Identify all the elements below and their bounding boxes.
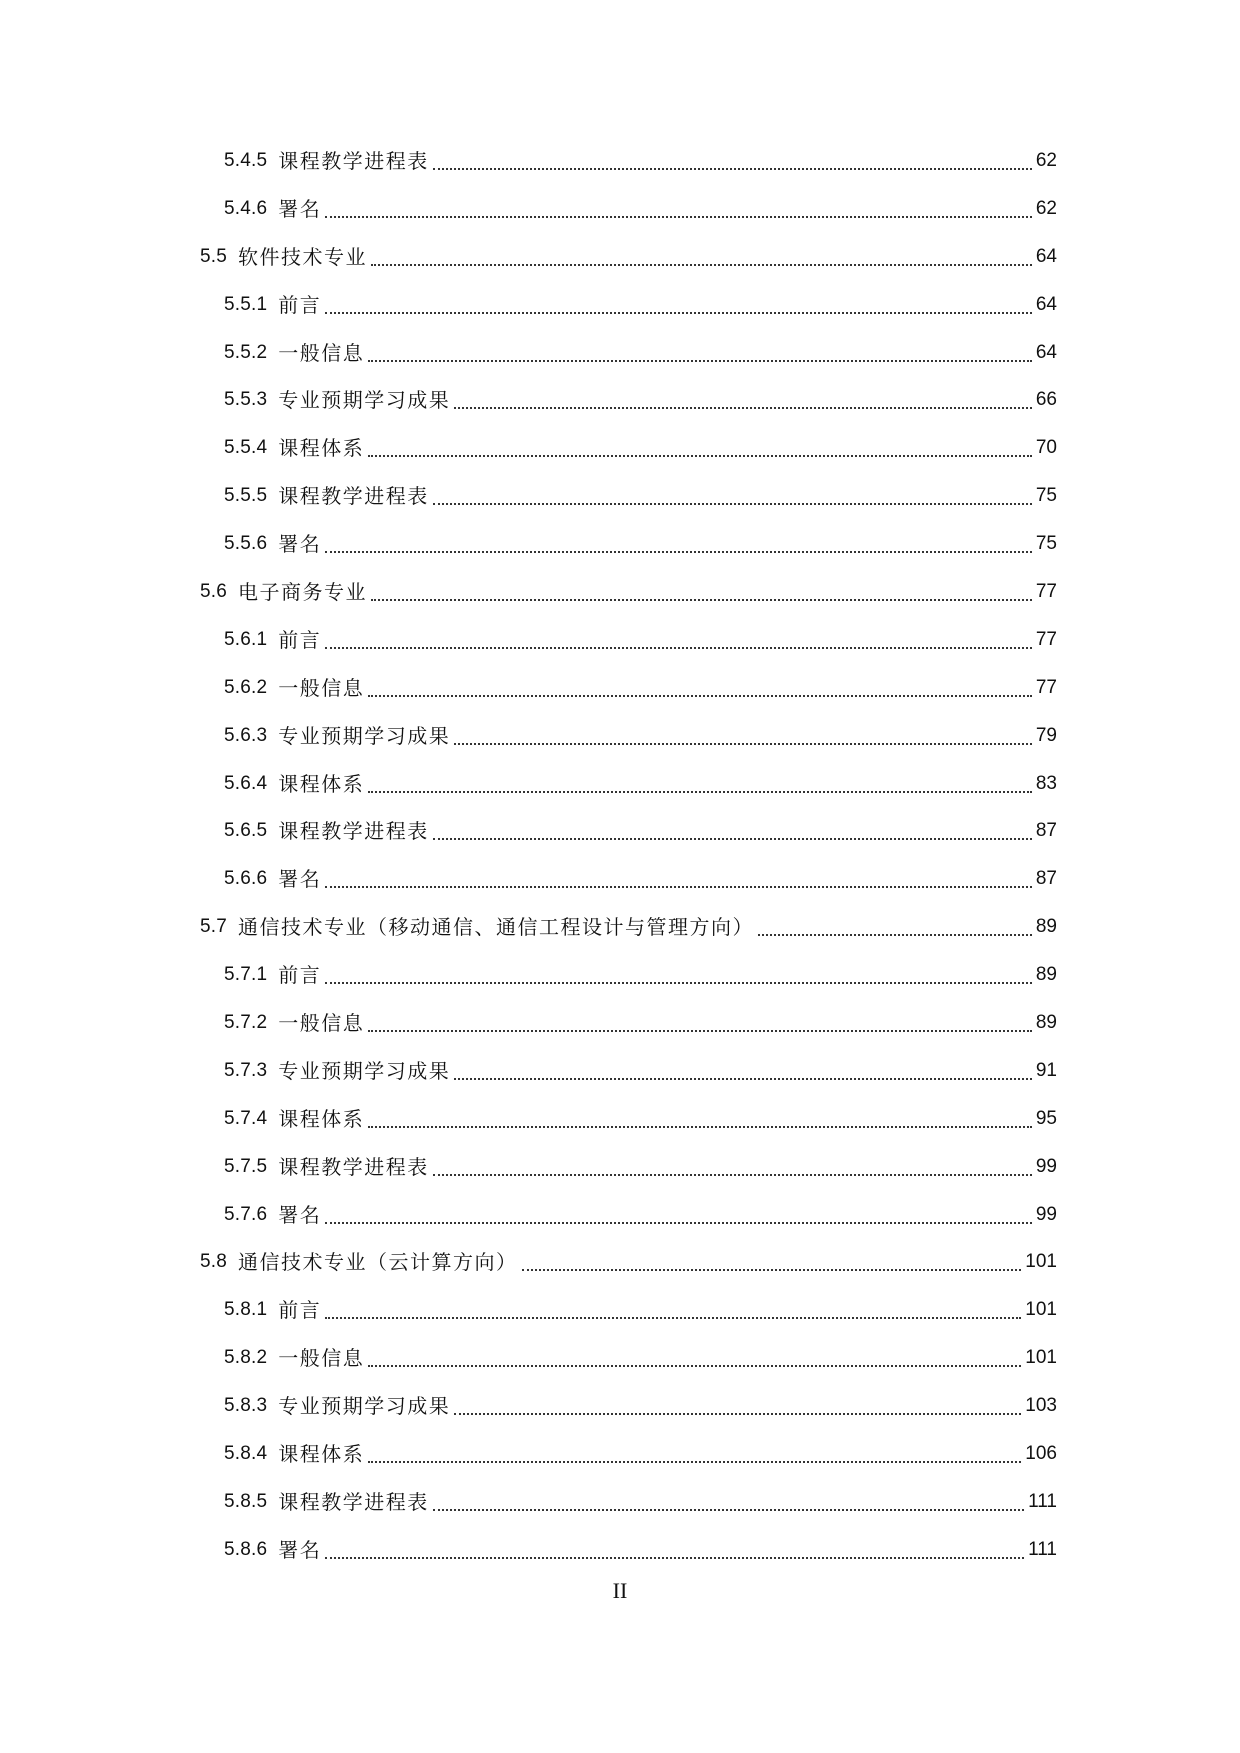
toc-entry-title: 一般信息 bbox=[278, 1011, 365, 1036]
toc-entry-title: 课程体系 bbox=[278, 1442, 365, 1467]
toc-entry-title: 课程教学进程表 bbox=[278, 1489, 429, 1514]
toc-dot-leader bbox=[758, 914, 1032, 936]
toc-entry-number: 5.7.5 bbox=[224, 1155, 268, 1177]
toc-entry-page: 79 bbox=[1035, 724, 1057, 746]
toc-entry[interactable] bbox=[200, 341, 1057, 389]
toc-dot-leader bbox=[433, 1489, 1024, 1511]
toc-entry-page: 101 bbox=[1025, 1347, 1057, 1369]
toc-dot-leader bbox=[325, 962, 1032, 984]
toc-entry-page: 106 bbox=[1025, 1443, 1057, 1465]
toc-entry-page: 62 bbox=[1035, 150, 1057, 171]
toc-dot-leader bbox=[325, 627, 1032, 649]
page-number: II bbox=[612, 1578, 628, 1603]
toc-dot-leader bbox=[433, 148, 1032, 170]
toc-entry-title: 课程教学进程表 bbox=[278, 1154, 429, 1179]
toc-entry-number: 5.7.1 bbox=[224, 964, 268, 986]
toc-entry-page: 66 bbox=[1035, 389, 1057, 411]
toc-entry-title: 前言 bbox=[278, 627, 322, 652]
toc-entry[interactable] bbox=[200, 915, 1057, 963]
toc-entry-number: 5.5.6 bbox=[224, 533, 268, 555]
toc-entry-number: 5.4.6 bbox=[224, 197, 268, 219]
toc-entry-title: 专业预期学习成果 bbox=[278, 723, 451, 748]
toc-entry-page: 64 bbox=[1035, 341, 1057, 363]
toc-dot-leader bbox=[454, 1393, 1021, 1415]
toc-dot-leader bbox=[454, 387, 1032, 409]
toc-entry-title: 前言 bbox=[278, 292, 322, 317]
toc-entry-page: 101 bbox=[1025, 1251, 1057, 1273]
toc-entry[interactable] bbox=[200, 388, 1057, 436]
toc-entry[interactable] bbox=[200, 1107, 1057, 1155]
toc-entry-title: 课程教学进程表 bbox=[278, 484, 429, 509]
toc-entry[interactable] bbox=[200, 1394, 1057, 1442]
toc-dot-leader bbox=[368, 435, 1032, 457]
toc-entry[interactable] bbox=[200, 963, 1057, 1011]
toc-dot-leader bbox=[368, 771, 1032, 793]
toc-entry[interactable] bbox=[200, 149, 1057, 197]
toc-entry-title: 课程体系 bbox=[278, 436, 365, 461]
toc-entry-title: 课程教学进程表 bbox=[278, 149, 429, 173]
toc-entry-page: 95 bbox=[1035, 1107, 1057, 1129]
toc-entry-title: 课程教学进程表 bbox=[278, 819, 429, 844]
toc-dot-leader bbox=[325, 1202, 1032, 1224]
toc-entry-title: 通信技术专业（移动通信、通信工程设计与管理方向） bbox=[238, 915, 755, 940]
toc-entry[interactable] bbox=[200, 436, 1057, 484]
toc-entry-number: 5.5.3 bbox=[224, 389, 268, 411]
toc-dot-leader bbox=[368, 675, 1032, 697]
toc-dot-leader bbox=[454, 723, 1032, 745]
toc-entry-page: 111 bbox=[1028, 1538, 1057, 1560]
toc-entry[interactable] bbox=[200, 580, 1057, 628]
toc-dot-leader bbox=[433, 818, 1032, 840]
toc-entry-title: 署名 bbox=[278, 867, 322, 892]
toc-dot-leader bbox=[371, 244, 1032, 266]
toc-entry-title: 专业预期学习成果 bbox=[278, 1058, 451, 1083]
toc-entry[interactable] bbox=[200, 676, 1057, 724]
toc-entry-number: 5.6.2 bbox=[224, 676, 268, 698]
toc-entry[interactable] bbox=[200, 1442, 1057, 1490]
toc-entry-number: 5.7 bbox=[200, 916, 228, 938]
toc-entry-page: 64 bbox=[1035, 293, 1057, 315]
toc-entry-page: 75 bbox=[1035, 533, 1057, 555]
toc-entry-page: 89 bbox=[1035, 916, 1057, 938]
toc-dot-leader bbox=[325, 1537, 1024, 1559]
toc-entry[interactable] bbox=[200, 1346, 1057, 1394]
toc-dot-leader bbox=[454, 1058, 1032, 1080]
toc-entry[interactable] bbox=[200, 1250, 1057, 1298]
toc-entry-page: 62 bbox=[1035, 197, 1057, 219]
toc-entry-number: 5.7.4 bbox=[224, 1107, 268, 1129]
toc-dot-leader bbox=[325, 1297, 1021, 1319]
toc-entry-title: 课程体系 bbox=[278, 1106, 365, 1131]
toc-entry-page: 77 bbox=[1035, 676, 1057, 698]
toc-dot-leader bbox=[433, 1154, 1032, 1176]
toc-entry-page: 89 bbox=[1035, 1012, 1057, 1034]
toc-entry-title: 专业预期学习成果 bbox=[278, 388, 451, 413]
toc-entry-number: 5.4.5 bbox=[224, 150, 268, 171]
toc-entry-page: 91 bbox=[1035, 1059, 1057, 1081]
toc-entry-number: 5.8 bbox=[200, 1251, 228, 1273]
toc-entry-title: 前言 bbox=[278, 963, 322, 988]
toc-entry[interactable] bbox=[200, 1059, 1057, 1107]
toc-entry[interactable] bbox=[200, 772, 1057, 820]
toc-entry-page: 99 bbox=[1035, 1155, 1057, 1177]
toc-dot-leader bbox=[368, 1106, 1032, 1128]
toc-entry-page: 103 bbox=[1025, 1395, 1057, 1417]
toc-entry-title: 通信技术专业（云计算方向） bbox=[238, 1250, 518, 1275]
toc-entry-number: 5.6.3 bbox=[224, 724, 268, 746]
toc-entry-title: 课程体系 bbox=[278, 771, 365, 796]
toc-entry-page: 83 bbox=[1035, 772, 1057, 794]
toc-entry-title: 电子商务专业 bbox=[238, 580, 368, 605]
toc-entry-page: 87 bbox=[1035, 820, 1057, 842]
toc-entry-title: 专业预期学习成果 bbox=[278, 1394, 451, 1419]
toc-entry-title: 软件技术专业 bbox=[238, 244, 368, 269]
toc-dot-leader bbox=[522, 1249, 1022, 1271]
toc-dot-leader bbox=[325, 292, 1032, 314]
toc-entry-page: 111 bbox=[1028, 1490, 1057, 1512]
toc-entry[interactable] bbox=[200, 293, 1057, 341]
toc-entry-number: 5.8.3 bbox=[224, 1395, 268, 1417]
toc-entry-title: 署名 bbox=[278, 196, 322, 221]
table-of-contents bbox=[200, 149, 1057, 1586]
toc-entry-title: 署名 bbox=[278, 1537, 322, 1562]
toc-entry-number: 5.6.5 bbox=[224, 820, 268, 842]
toc-entry-title: 一般信息 bbox=[278, 340, 365, 365]
toc-entry[interactable] bbox=[200, 532, 1057, 580]
toc-entry[interactable] bbox=[200, 819, 1057, 867]
toc-entry-number: 5.8.4 bbox=[224, 1443, 268, 1465]
toc-entry-number: 5.6 bbox=[200, 581, 228, 603]
toc-entry-title: 署名 bbox=[278, 532, 322, 557]
toc-entry-number: 5.7.6 bbox=[224, 1203, 268, 1225]
toc-entry-page: 99 bbox=[1035, 1203, 1057, 1225]
toc-entry-page: 64 bbox=[1035, 245, 1057, 267]
toc-entry-number: 5.6.6 bbox=[224, 868, 268, 890]
toc-entry[interactable] bbox=[200, 1155, 1057, 1203]
toc-entry-page: 70 bbox=[1035, 437, 1057, 459]
toc-entry[interactable] bbox=[200, 867, 1057, 915]
toc-entry-number: 5.6.1 bbox=[224, 628, 268, 650]
toc-dot-leader bbox=[325, 866, 1032, 888]
toc-entry-title: 署名 bbox=[278, 1202, 322, 1227]
toc-entry-number: 5.5 bbox=[200, 245, 228, 267]
toc-dot-leader bbox=[368, 1441, 1021, 1463]
toc-entry[interactable] bbox=[200, 484, 1057, 532]
toc-entry[interactable] bbox=[200, 1011, 1057, 1059]
toc-entry[interactable] bbox=[200, 1490, 1057, 1538]
toc-entry-page: 77 bbox=[1035, 581, 1057, 603]
toc-entry[interactable] bbox=[200, 1203, 1057, 1251]
toc-dot-leader bbox=[368, 340, 1032, 362]
toc-entry-number: 5.8.1 bbox=[224, 1299, 268, 1321]
toc-dot-leader bbox=[368, 1345, 1021, 1367]
toc-entry[interactable] bbox=[200, 197, 1057, 245]
toc-entry-page: 77 bbox=[1035, 628, 1057, 650]
toc-entry[interactable] bbox=[200, 724, 1057, 772]
toc-dot-leader bbox=[325, 531, 1032, 553]
toc-entry-page: 101 bbox=[1025, 1299, 1057, 1321]
toc-entry-number: 5.8.2 bbox=[224, 1347, 268, 1369]
toc-entry-number: 5.5.5 bbox=[224, 485, 268, 507]
toc-entry-number: 5.5.1 bbox=[224, 293, 268, 315]
toc-entry[interactable] bbox=[200, 245, 1057, 293]
toc-entry-number: 5.8.5 bbox=[224, 1490, 268, 1512]
toc-entry-number: 5.7.3 bbox=[224, 1059, 268, 1081]
toc-dot-leader bbox=[368, 1010, 1032, 1032]
toc-entry-page: 89 bbox=[1035, 964, 1057, 986]
toc-entry-title: 一般信息 bbox=[278, 675, 365, 700]
toc-entry-title: 一般信息 bbox=[278, 1346, 365, 1371]
toc-entry-number: 5.7.2 bbox=[224, 1012, 268, 1034]
toc-entry-number: 5.5.2 bbox=[224, 341, 268, 363]
toc-entry-number: 5.6.4 bbox=[224, 772, 268, 794]
toc-entry-number: 5.5.4 bbox=[224, 437, 268, 459]
toc-entry[interactable] bbox=[200, 1298, 1057, 1346]
toc-entry-number: 5.8.6 bbox=[224, 1538, 268, 1560]
toc-entry-page: 87 bbox=[1035, 868, 1057, 890]
toc-dot-leader bbox=[325, 196, 1032, 218]
toc-entry-title: 前言 bbox=[278, 1298, 322, 1323]
toc-entry[interactable] bbox=[200, 628, 1057, 676]
toc-dot-leader bbox=[433, 483, 1032, 505]
toc-entry-page: 75 bbox=[1035, 485, 1057, 507]
toc-dot-leader bbox=[371, 579, 1032, 601]
